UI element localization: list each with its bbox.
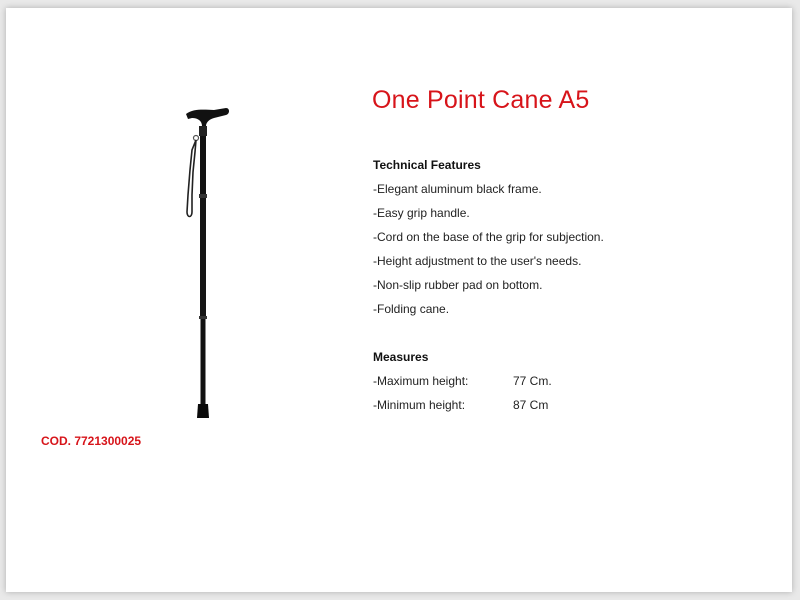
feature-item: -Elegant aluminum black frame. bbox=[373, 182, 542, 196]
feature-item: -Non-slip rubber pad on bottom. bbox=[373, 278, 543, 292]
feature-item: -Folding cane. bbox=[373, 302, 450, 316]
product-code: COD. 7721300025 bbox=[41, 434, 142, 448]
product-title: One Point Cane A5 bbox=[372, 86, 590, 114]
min-height-value: 87 Cm bbox=[513, 398, 549, 412]
page-sheet bbox=[6, 8, 792, 592]
technical-features-heading: Technical Features bbox=[373, 158, 481, 172]
min-height-label: -Minimum height: bbox=[373, 398, 466, 412]
feature-item: -Height adjustment to the user's needs. bbox=[373, 254, 582, 268]
measures-heading: Measures bbox=[373, 350, 429, 364]
cane-image bbox=[166, 100, 246, 430]
feature-item: -Cord on the base of the grip for subjection. bbox=[373, 230, 604, 244]
max-height-label: -Maximum height: bbox=[373, 374, 469, 388]
feature-item: -Easy grip handle. bbox=[373, 206, 470, 220]
max-height-value: 77 Cm. bbox=[513, 374, 552, 388]
